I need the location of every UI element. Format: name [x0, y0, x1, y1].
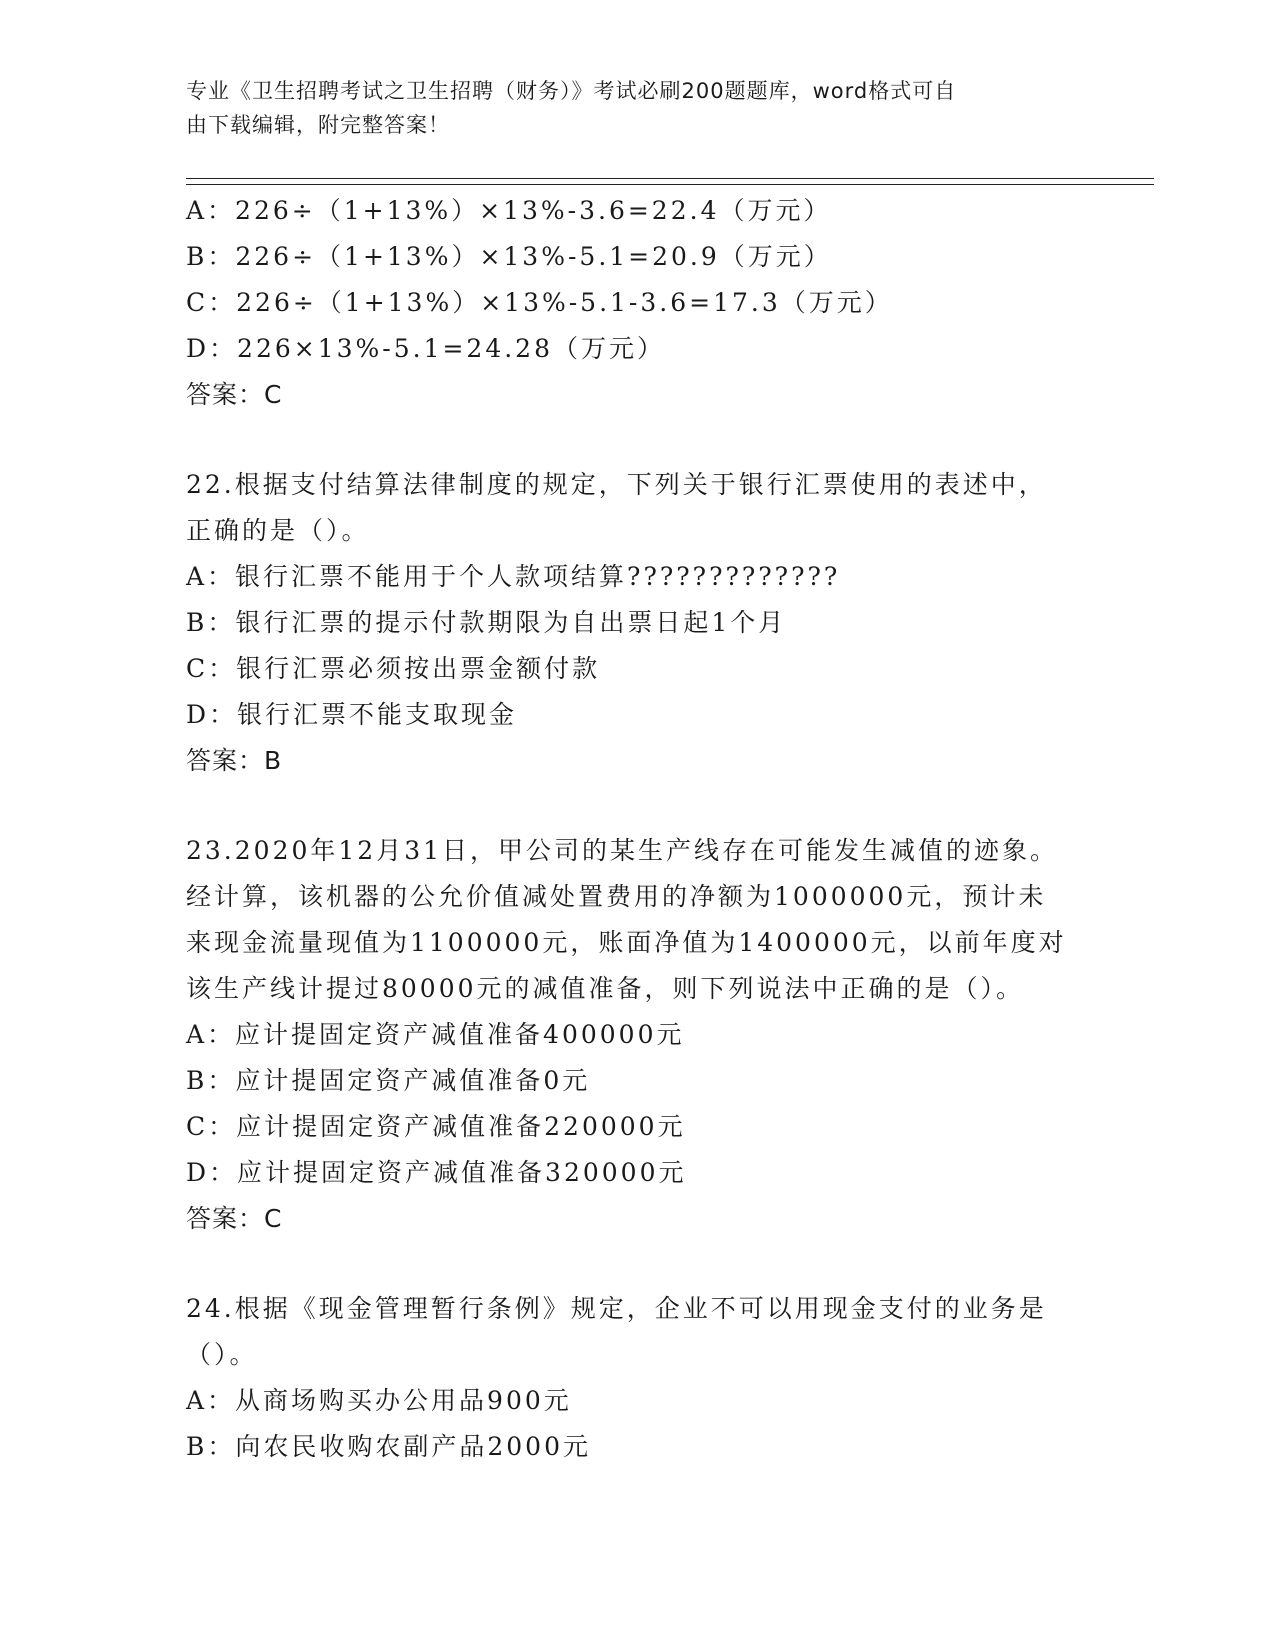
header-divider-bottom [186, 184, 1154, 185]
answer: 答案：C [186, 1204, 283, 1233]
answer: 答案：C [186, 380, 283, 409]
question-stem: 经计算，该机器的公允价值减处置费用的净额为1000000元，预计未 [186, 882, 1047, 911]
option-b: B：向农民收购农副产品2000元 [186, 1432, 591, 1461]
question-stem: 23.2020年12月31日，甲公司的某生产线存在可能发生减值的迹象。 [186, 836, 1059, 865]
option-d: D：226×13%-5.1=24.28（万元） [186, 334, 665, 363]
question-stem: 该生产线计提过80000元的减值准备，则下列说法中正确的是（）。 [186, 974, 1025, 1003]
header-line-1: 专业《卫生招聘考试之卫生招聘（财务）》考试必刷200题题库，word格式可自 [186, 79, 957, 103]
question-stem: 24.根据《现金管理暂行条例》规定，企业不可以用现金支付的业务是 [186, 1294, 1047, 1323]
question-22 [186, 462, 1086, 784]
answer: 答案：B [186, 746, 283, 775]
header-divider-top [186, 178, 1154, 179]
option-b: B：226÷（1+13%）×13%-5.1=20.9（万元） [186, 242, 832, 271]
document-body [186, 188, 1086, 1470]
question-21 [186, 188, 1086, 418]
question-24 [186, 1286, 1086, 1470]
question-stem: 正确的是（）。 [186, 516, 370, 545]
spacer [186, 1242, 1086, 1286]
option-c: C：226÷（1+13%）×13%-5.1-3.6=17.3（万元） [186, 288, 893, 317]
option-b: B：银行汇票的提示付款期限为自出票日起1个月 [186, 608, 787, 637]
option-a: A：226÷（1+13%）×13%-3.6=22.4（万元） [186, 196, 832, 225]
option-c: C：银行汇票必须按出票金额付款 [186, 654, 601, 683]
spacer [186, 418, 1086, 462]
question-23 [186, 828, 1086, 1242]
option-d: D：应计提固定资产减值准备320000元 [186, 1158, 687, 1187]
document-header [186, 74, 1066, 142]
spacer [186, 784, 1086, 828]
question-stem: 22.根据支付结算法律制度的规定，下列关于银行汇票使用的表述中， [186, 470, 1047, 499]
option-a: A：应计提固定资产减值准备400000元 [186, 1020, 685, 1049]
option-d: D：银行汇票不能支取现金 [186, 700, 518, 729]
question-stem: （）。 [186, 1340, 258, 1369]
question-stem: 来现金流量现值为1100000元，账面净值为1400000元，以前年度对 [186, 928, 1067, 957]
option-b: B：应计提固定资产减值准备0元 [186, 1066, 591, 1095]
option-c: C：应计提固定资产减值准备220000元 [186, 1112, 686, 1141]
option-a: A：银行汇票不能用于个人款项结算????????????? [186, 562, 841, 591]
option-a: A：从商场购买办公用品900元 [186, 1386, 572, 1415]
header-line-2: 由下载编辑，附完整答案！ [186, 113, 450, 137]
